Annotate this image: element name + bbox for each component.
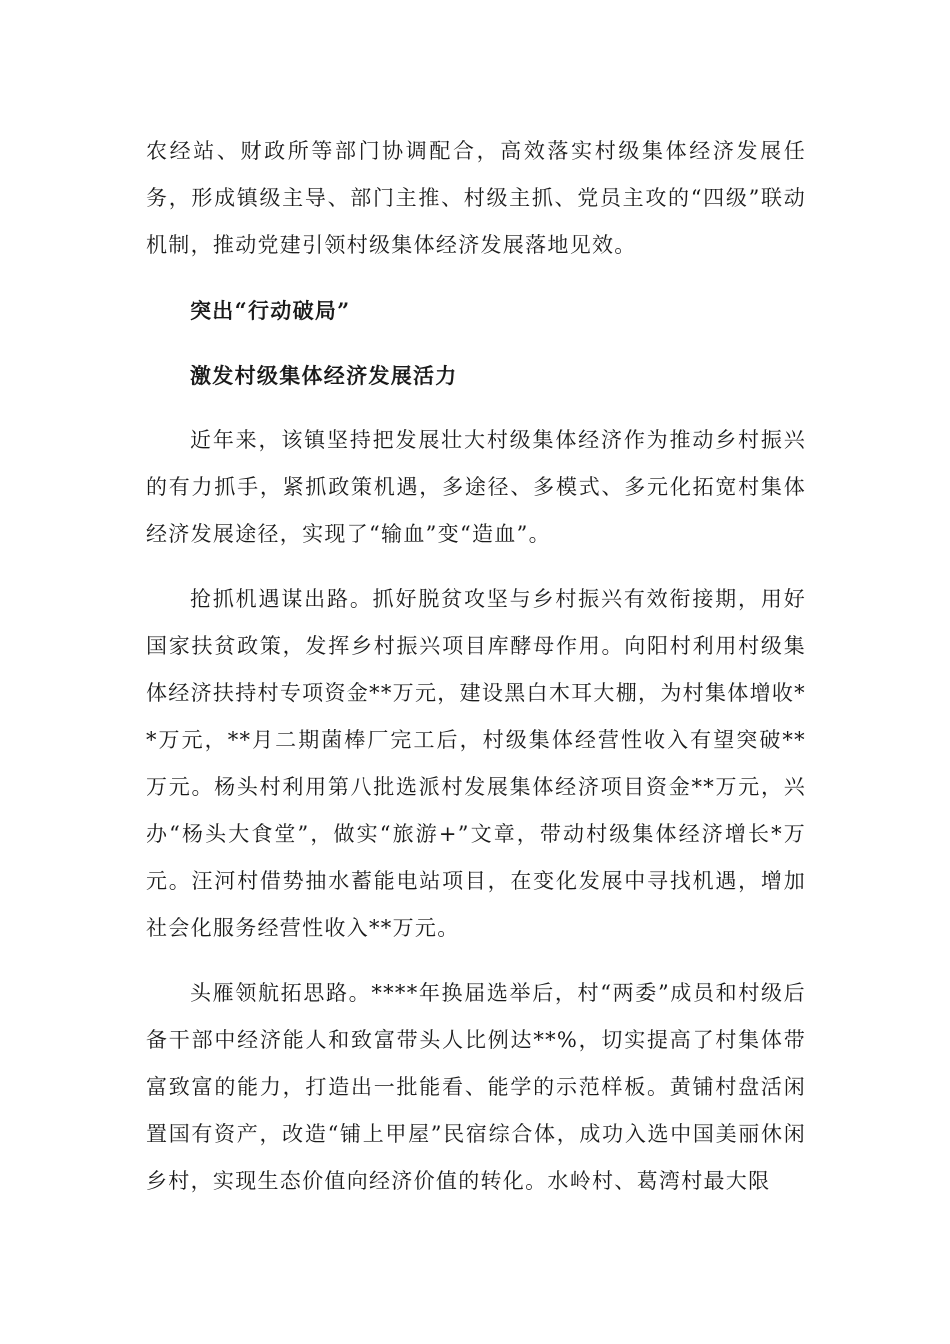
spacer <box>146 269 806 287</box>
spacer <box>146 558 806 576</box>
section-subheading: 激发村级集体经济发展活力 <box>190 363 458 388</box>
spacer <box>146 952 806 970</box>
continuation-paragraph: 农经站、财政所等部门协调配合，高效落实村级集体经济发展任务，形成镇级主导、部门主推、村级主抓、党员主攻的“四级”联动机制，推动党建引领村级集体经济发展落地见效。 <box>146 139 806 257</box>
spacer <box>146 334 806 352</box>
body-paragraph: 头雁领航拓思路。****年换届选举后，村“两委”成员和村级后备干部中经济能人和致富带头人比例达**%，切实提高了村集体带富致富的能力，打造出一批能看、能学的示范样板。黄铺村盘活闲置国有资产，改造“铺上甲屋”民宿综合体，成功入选中国美丽休闲乡村，实现生态价值向经济价值的转化。水岭村、葛湾村最大限 <box>146 981 806 1193</box>
body-paragraph: 抢抓机遇谋出路。抓好脱贫攻坚与乡村振兴有效衔接期，用好国家扶贫政策，发挥乡村振兴项目库酵母作用。向阳村利用村级集体经济扶持村专项资金**万元，建设黑白木耳大棚，为村集体增收**万元，**月二期菌棒厂完工后，村级集体经营性收入有望突破**万元。杨头村利用第八批选派村发展集体经济项目资金**万元，兴办“杨头大食堂”，做实“旅游+”文章，带动村级集体经济增长*万元。汪河村借势抽水蓄能电站项目，在变化发展中寻找机遇，增加社会化服务经营性收入**万元。 <box>146 587 806 940</box>
body-paragraph: 近年来，该镇坚持把发展壮大村级集体经济作为推动乡村振兴的有力抓手，紧抓政策机遇，多途径、多模式、多元化拓宽村集体经济发展途径，实现了“输血”变“造血”。 <box>146 428 806 546</box>
document-body <box>146 128 806 1205</box>
spacer <box>146 399 806 417</box>
section-heading: 突出“行动破局” <box>190 298 351 323</box>
